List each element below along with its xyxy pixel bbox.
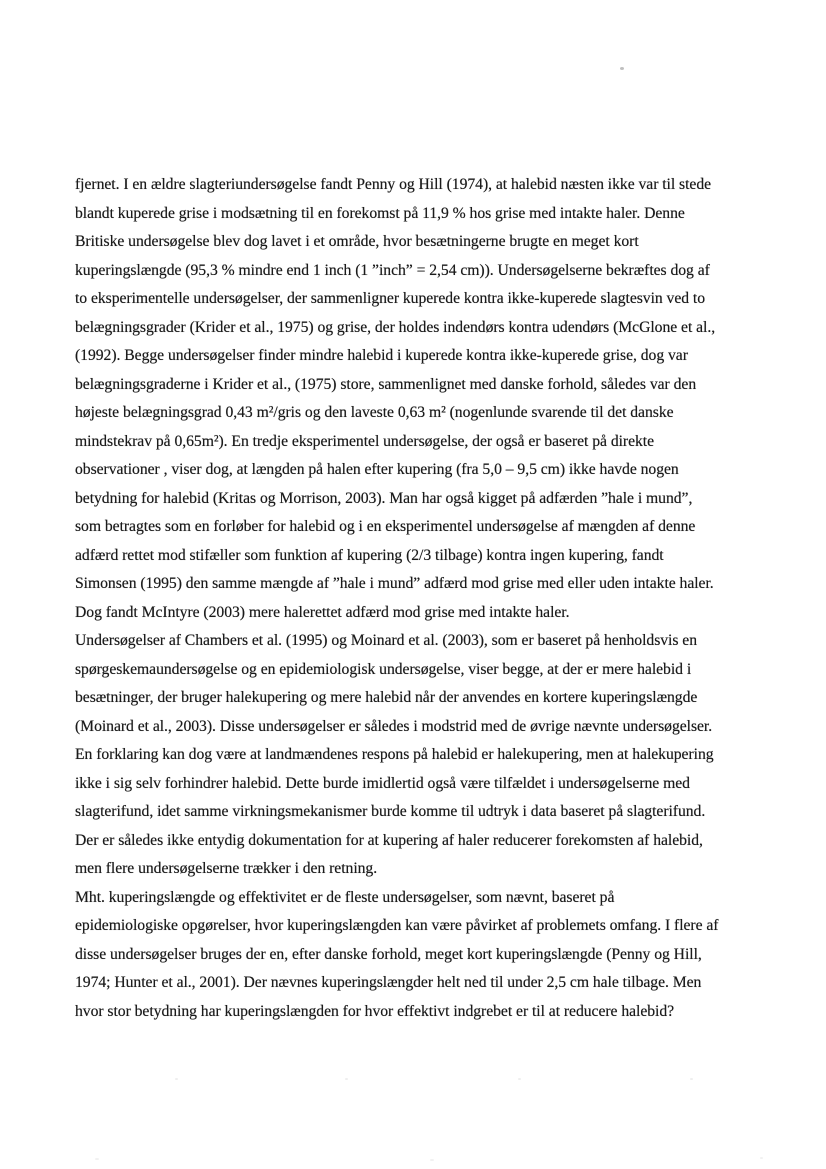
scan-speck (518, 1078, 521, 1080)
text-line: Mht. kuperingslængde og effektivitet er de fleste undersøgelser, som nævnt, baseret på (75, 888, 615, 906)
text-line: kuperingslængde (95,3 % mindre end 1 inch (1 ”inch” = 2,54 cm)). Undersøgelserne bekræftes dog af (75, 261, 710, 279)
text-line: men flere undersøgelserne trækker i den retning. (75, 860, 378, 877)
scan-speck (690, 1078, 693, 1080)
text-line: ikke i sig selv forhindrer halebid. Dette burde imidlertid også være tilfældet i undersøgelserne med (75, 774, 690, 792)
scan-speck (430, 1159, 434, 1161)
text-line: Der er således ikke entydig dokumentation for at kupering af haler reducerer forekomsten af halebid, (75, 831, 703, 849)
scan-speck (345, 1078, 348, 1080)
body-text (75, 171, 775, 1026)
text-line: to eksperimentelle undersøgelser, der sammenligner kuperede kontra ikke-kuperede slagtesvin ved to (75, 290, 706, 307)
scan-speck (760, 1157, 763, 1159)
text-line: (Moinard et al., 2003). Disse undersøgelser er således i modstrid med de øvrige nævnte undersøgelser. (75, 717, 713, 735)
text-line: betydning for halebid (Kritas og Morrison, 2003). Man har også kigget på adfærden ”hale i mund”, (75, 489, 693, 507)
text-line: Dog fandt McIntyre (2003) mere halerettet adfærd mod grise med intakte haler. (75, 603, 570, 621)
text-line: epidemiologiske opgørelser, hvor kuperingslængden kan være påvirket af problemets omfang. I flere af (75, 917, 719, 934)
text-line: belægningsgrader (Krider et al., 1975) og grise, der holdes indendørs kontra udendørs (McGlone et al., (75, 318, 716, 336)
scan-speck (620, 67, 624, 70)
text-line: højeste belægningsgrad 0,43 m²/gris og den laveste 0,63 m² (nogenlunde svarende til det danske (75, 404, 674, 421)
text-line: belægningsgraderne i Krider et al., (1975) store, sammenlignet med danske forhold, således var den (75, 375, 697, 393)
text-line: Simonsen (1995) den samme mængde af ”hale i mund” adfærd mod grise med eller uden intakte haler. (75, 575, 714, 592)
text-line: 1974; Hunter et al., 2001). Der nævnes kuperingslængder helt ned til under 2,5 cm hale tilbage. Men (75, 974, 702, 991)
text-line: hvor stor betydning har kuperingslængden for hvor effektivt indgrebet er til at reducere halebid? (75, 1002, 675, 1020)
text-line: (1992). Begge undersøgelser finder mindre halebid i kuperede kontra ikke-kuperede grise, dog var (75, 347, 688, 364)
text-line: fjernet. I en ældre slagteriundersøgelse fandt Penny og Hill (1974), at halebid næsten ikke var til stede (75, 176, 712, 193)
text-line: observationer , viser dog, at længden på halen efter kupering (fra 5,0 – 9,5 cm) ikke havde nogen (75, 461, 679, 478)
text-line: disse undersøgelser bruges der en, efter danske forhold, meget kort kuperingslængde (Penny og Hill, (75, 945, 702, 963)
scan-speck (175, 1078, 178, 1080)
text-line: Britiske undersøgelse blev dog lavet i et område, hvor besætningerne brugte en meget kort (75, 233, 639, 250)
text-line: En forklaring kan dog være at landmændenes respons på halebid er halekupering, men at halekupering (75, 746, 714, 763)
text-line: blandt kuperede grise i modsætning til en forekomst på 11,9 % hos grise med intakte haler. Denne (75, 204, 685, 222)
text-line: Undersøgelser af Chambers et al. (1995) og Moinard et al. (2003), som er baseret på henholdsvis en (75, 632, 697, 649)
text-line: som betragtes som en forløber for halebid og i en eksperimentel undersøgelse af mængden af denne (75, 518, 696, 535)
scan-speck (95, 1158, 99, 1160)
text-line: adfærd rettet mod stifæller som funktion af kupering (2/3 tilbage) kontra ingen kupering, fandt (75, 546, 664, 564)
text-line: slagterifund, idet samme virkningsmekanismer burde komme til udtryk i data baseret på slagterifund. (75, 803, 706, 820)
text-line: mindstekrav på 0,65m²). En tredje eksperimentel undersøgelse, der også er baseret på direkte (75, 432, 655, 450)
text-line: spørgeskemaundersøgelse og en epidemiologisk undersøgelse, viser begge, at der er mere halebid i (75, 660, 692, 678)
text-line: besætninger, der bruger halekupering og mere halebid når der anvendes en kortere kuperingslængde (75, 689, 698, 706)
